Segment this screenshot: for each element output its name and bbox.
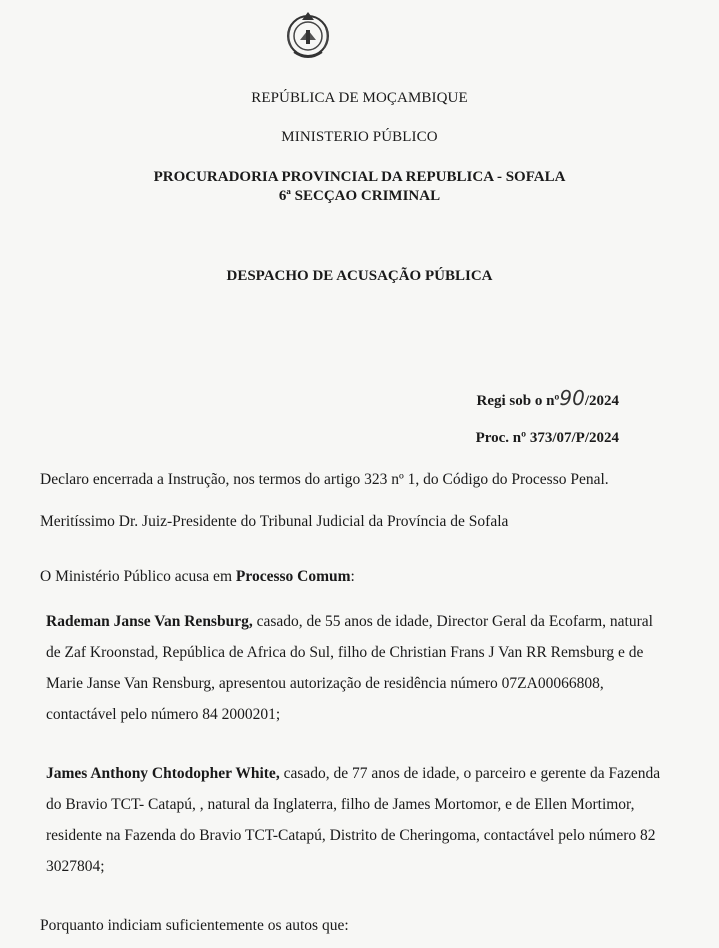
header-seccao: 6ª SECÇAO CRIMINAL: [278, 188, 441, 204]
defendant-1-name: Rademan Janse Van Rensburg,: [46, 613, 253, 630]
meritissimo-line: Meritíssimo Dr. Juiz-Presidente do Tribunal Judicial da Província de Sofala: [40, 513, 509, 530]
porquanto-line: Porquanto indiciam suficientemente os autos que:: [40, 917, 349, 934]
header-ministry: MINISTERIO PÚBLICO: [281, 129, 438, 145]
coat-of-arms-emblem-icon: [282, 8, 334, 64]
acusa-prefix: O Ministério Público acusa em: [40, 568, 236, 585]
acusa-suffix: :: [350, 568, 355, 585]
header-procuradoria: PROCURADORIA PROVINCIAL DA REPUBLICA - SOFALA: [153, 169, 566, 185]
registration-suffix: /2024: [584, 393, 619, 409]
process-number: Proc. nº 373/07/P/2024: [475, 430, 619, 446]
defendant-2-paragraph: [46, 758, 671, 882]
declaro-line: Declaro encerrada a Instrução, nos termos do artigo 323 nº 1, do Código do Processo Penal.: [40, 471, 609, 488]
registration-number: [476, 386, 619, 410]
acusa-bold: Processo Comum: [235, 568, 351, 585]
defendant-2-name: James Anthony Chtodopher White,: [46, 765, 280, 782]
header-republic: REPÚBLICA DE MOÇAMBIQUE: [251, 90, 468, 106]
defendant-1-paragraph: [46, 606, 671, 730]
registration-prefix: Regi sob o nº: [476, 393, 560, 409]
defendant-2-text: casado, de 77 anos de idade, o parceiro e gerente da Fazenda do Bravio TCT- Catapú, , natural da Inglaterra, filho de James Mortomor, e de Ellen Mortimor, residente na Fazenda do Bravio TCT-Catapú, Distrito de Cheringoma, contactável pelo número 82 3027804;: [46, 765, 661, 875]
handwritten-number: 90: [559, 386, 585, 410]
document-title: DESPACHO DE ACUSAÇÃO PÚBLICA: [226, 268, 493, 284]
acusa-line: [40, 568, 355, 586]
defendant-1-text: casado, de 55 anos de idade, Director Geral da Ecofarm, natural de Zaf Kroonstad, República de Africa do Sul, filho de Christian Frans J Van RR Remsburg e de Marie Janse Van Rensburg, apresentou autorização de residência número 07ZA00066808, contactável pelo número 84 2000201;: [46, 613, 653, 723]
